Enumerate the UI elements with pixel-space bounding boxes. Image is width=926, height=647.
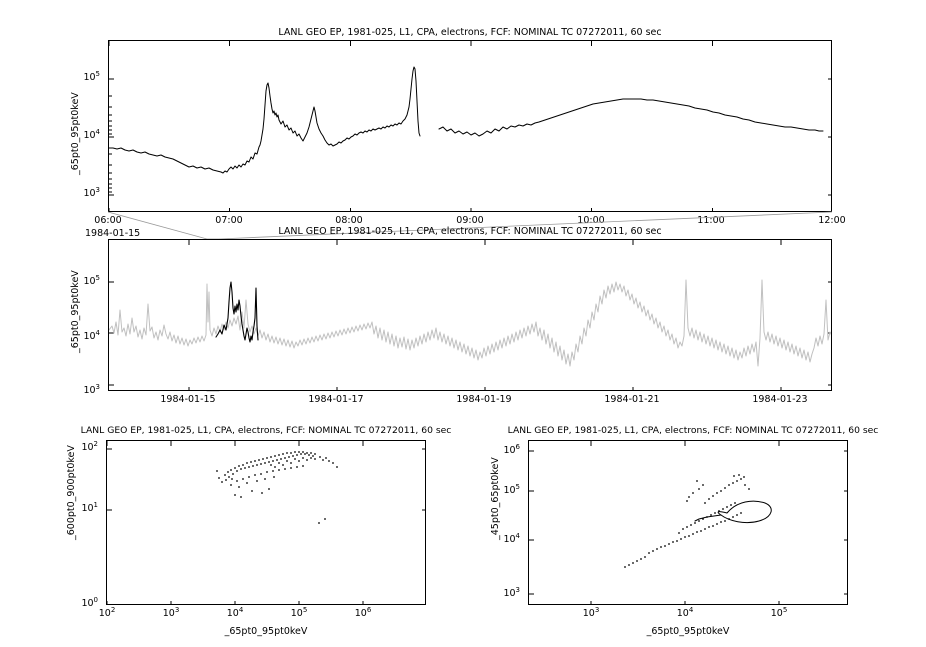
panel-top-plot xyxy=(109,41,832,212)
panel-scatter-right-ytick-1e3: $10^3$ xyxy=(503,585,520,599)
panel-top-title: LANL GEO EP, 1981-025, L1, CPA, electrons, FCF: NOMINAL TC 07272011, 60 sec xyxy=(278,27,662,38)
trace-context xyxy=(109,280,832,366)
panel-context-xtick-3: 1984-01-21 xyxy=(604,394,660,405)
panel-top-ylabel: _65pt0_95pt0keV xyxy=(70,92,81,175)
panel-top-xtick-3: 09:00 xyxy=(456,215,484,226)
panel-context-ylabel: _65pt0_95pt0keV xyxy=(70,270,81,353)
panel-top-xtick-6: 12:00 xyxy=(818,215,846,226)
panel-scatter-left-xtick-1: $10^3$ xyxy=(162,605,180,619)
panel-scatter-left-xlabel: _65pt0_95pt0keV xyxy=(224,626,308,637)
panel-top-ytick-1e3: $10^3$ xyxy=(83,185,100,199)
scatter-loop-tail xyxy=(695,515,721,521)
panel-context-axes xyxy=(108,239,832,391)
scatter-points-left xyxy=(216,451,338,524)
panel-scatter-right-xtick-2: $10^5$ xyxy=(770,605,788,619)
panel-context-ytick-1e3: $10^3$ xyxy=(83,382,100,396)
panel-scatter-left-xtick-0: $10^2$ xyxy=(98,605,116,619)
scatter-loop-track xyxy=(718,501,771,522)
panel-top-xtick-1: 07:00 xyxy=(215,215,243,226)
panel-context-xtick-1: 1984-01-17 xyxy=(308,394,364,405)
panel-scatter-right-xtick-0: $10^3$ xyxy=(582,605,600,619)
panel-top-ytick-1e4: $10^4$ xyxy=(83,127,100,141)
panel-scatter-left-ytick-1e0: $10^0$ xyxy=(81,595,98,609)
panel-top-axes xyxy=(108,40,832,212)
panel-top-xtick-4: 10:00 xyxy=(577,215,605,226)
panel-scatter-right-plot xyxy=(529,441,848,605)
panel-scatter-right-xlabel: _65pt0_95pt0keV xyxy=(646,626,730,637)
panel-top-xtick-0: 06:00 xyxy=(94,215,122,226)
panel-context-title: LANL GEO EP, 1981-025, L1, CPA, electrons, FCF: NOMINAL TC 07272011, 60 sec xyxy=(278,226,662,237)
panel-context-ytick-1e5: $10^5$ xyxy=(83,273,100,287)
trace-segment-1 xyxy=(109,67,420,173)
panel-top-ytick-1e5: $10^5$ xyxy=(83,69,100,83)
panel-scatter-left-axes xyxy=(106,440,426,605)
panel-scatter-left-title: LANL GEO EP, 1981-025, L1, CPA, electrons, FCF: NOMINAL TC 07272011, 60 sec xyxy=(80,425,452,436)
panel-scatter-right-ytick-1e4: $10^4$ xyxy=(503,531,520,545)
panel-context-xtick-0: 1984-01-15 xyxy=(160,394,216,405)
panel-scatter-right-ylabel: _45pt0_65pt0keV xyxy=(490,457,501,540)
panel-scatter-left-ylabel: _600pt0_900pt0keV xyxy=(66,445,77,540)
panel-scatter-left-ytick-1e2: $10^2$ xyxy=(81,439,98,453)
trace-segment-2 xyxy=(439,99,823,136)
panel-scatter-left-xtick-3: $10^5$ xyxy=(290,605,308,619)
panel-context-xtick-4: 1984-01-23 xyxy=(752,394,808,405)
panel-scatter-left-ytick-1e1: $10^1$ xyxy=(81,500,98,514)
panel-scatter-right-ytick-1e5: $10^5$ xyxy=(503,482,520,496)
panel-scatter-left-plot xyxy=(107,441,426,605)
panel-top-xtick-5: 11:00 xyxy=(697,215,725,226)
trace-highlight-window xyxy=(216,282,258,342)
panel-scatter-left-xtick-4: $10^6$ xyxy=(354,605,372,619)
panel-scatter-right-ytick-1e6: $10^6$ xyxy=(503,442,520,456)
panel-top-xtick-2: 08:00 xyxy=(335,215,363,226)
panel-scatter-right-axes xyxy=(528,440,848,605)
panel-context-plot xyxy=(109,240,832,391)
panel-context-xtick-2: 1984-01-19 xyxy=(456,394,512,405)
panel-scatter-right-xtick-1: $10^4$ xyxy=(676,605,694,619)
panel-top-xlabel: 1984-01-15 xyxy=(85,228,141,239)
scatter-points-right xyxy=(624,474,750,568)
panel-context-ytick-1e4: $10^4$ xyxy=(83,328,100,342)
panel-scatter-left-xtick-2: $10^4$ xyxy=(226,605,244,619)
panel-scatter-right-title: LANL GEO EP, 1981-025, L1, CPA, electrons, FCF: NOMINAL TC 07272011, 60 sec xyxy=(507,425,879,436)
